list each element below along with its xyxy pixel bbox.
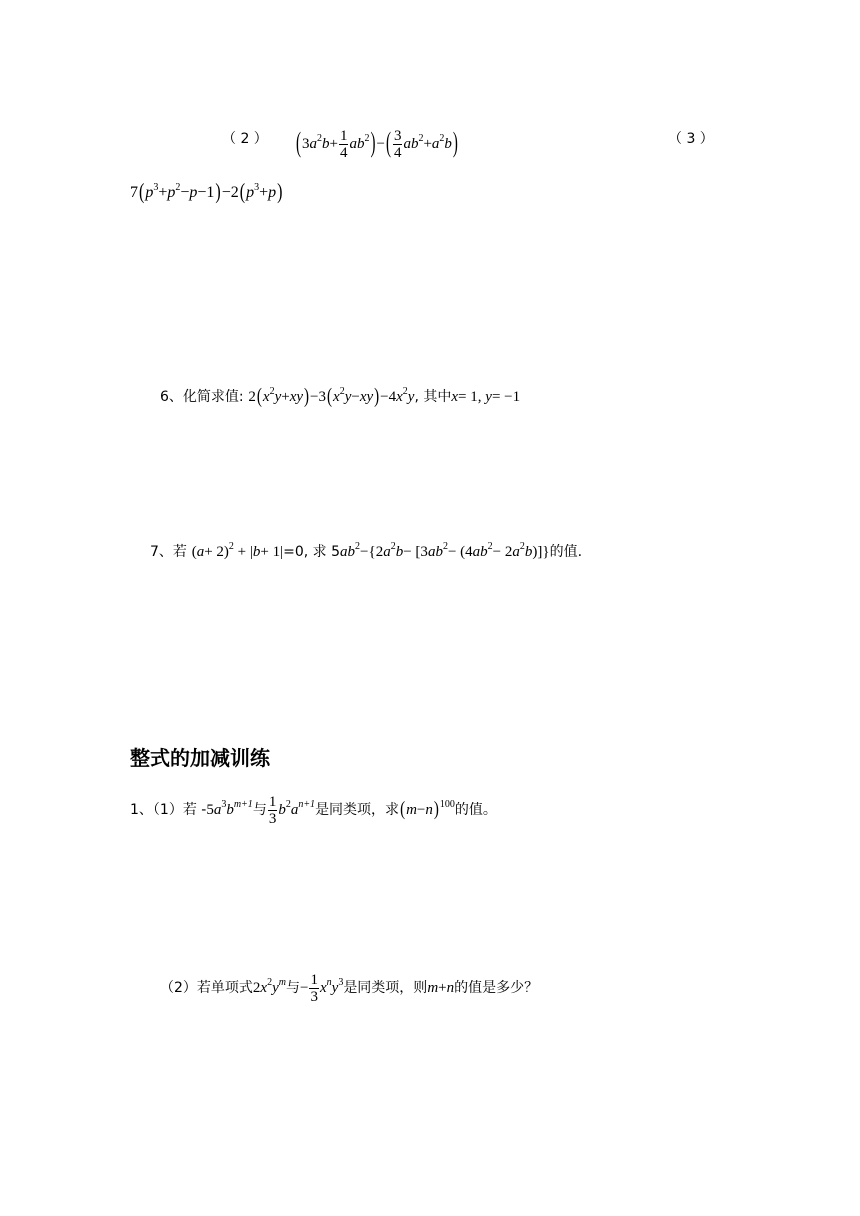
question-7-expression: $(a+ 2)^2 + |b+ 1|=0$, 求 $5ab^2-\{2a^2b- [3ab^2- (4ab^2- 2a^2b)]\}$ xyxy=(191,541,550,560)
problem-3-expression: $7(p^3+p^2-p-1)-2(p^3+p)$ xyxy=(130,180,283,205)
fraction-three-quarters: $\frac{3}{4}$ xyxy=(393,128,402,161)
section-question-2-expression: $2x^2y^m$与− $\frac{1}{3}$ $x^ny^3$是同类项，则m+n的值是多少？ xyxy=(252,972,539,1005)
section-question-1-prefix: 1、（1）若 - xyxy=(130,801,207,818)
question-7 xyxy=(150,541,582,562)
section-question-2-prefix: （2）若单项式 xyxy=(160,979,253,996)
section-question-1-expression: $5a^3b^{m+1}$与 $\frac{1}{3}$ $b^2a^{n+1}$是同类项，求$(m-n)^{100}$的值。 xyxy=(206,794,497,827)
problem-3-label: （ 3 ） xyxy=(668,131,714,147)
question-6-prefix: 6、化简求值: xyxy=(160,389,244,405)
question-6-expression: $2(x^2y+xy)-3(x^2y-xy)-4x^2y$, 其中x= 1, y= −1 xyxy=(248,385,521,409)
question-7-suffix: 的值. xyxy=(549,544,583,560)
section-question-1 xyxy=(130,794,497,827)
problem-3-line xyxy=(668,128,714,149)
problem-2-line xyxy=(222,128,268,149)
section-title: 整式的加减训练 xyxy=(130,746,270,770)
problem-2-expression: ($3a^2b+$ $\frac{1}{4}$ $ab^2)-$( $\frac{3}{4}$ $ab^2+a^2b$) xyxy=(296,128,458,161)
fraction-one-third: $\frac{1}{3}$ xyxy=(268,794,277,827)
problem-2-label: （ 2 ） xyxy=(222,131,268,147)
fraction-one-third-2: $\frac{1}{3}$ xyxy=(310,972,318,1005)
section-question-2 xyxy=(160,972,538,1005)
fraction-one-quarter: $\frac{1}{4}$ xyxy=(339,128,348,161)
question-7-prefix: 7、若 xyxy=(150,544,187,560)
question-6 xyxy=(160,386,520,407)
